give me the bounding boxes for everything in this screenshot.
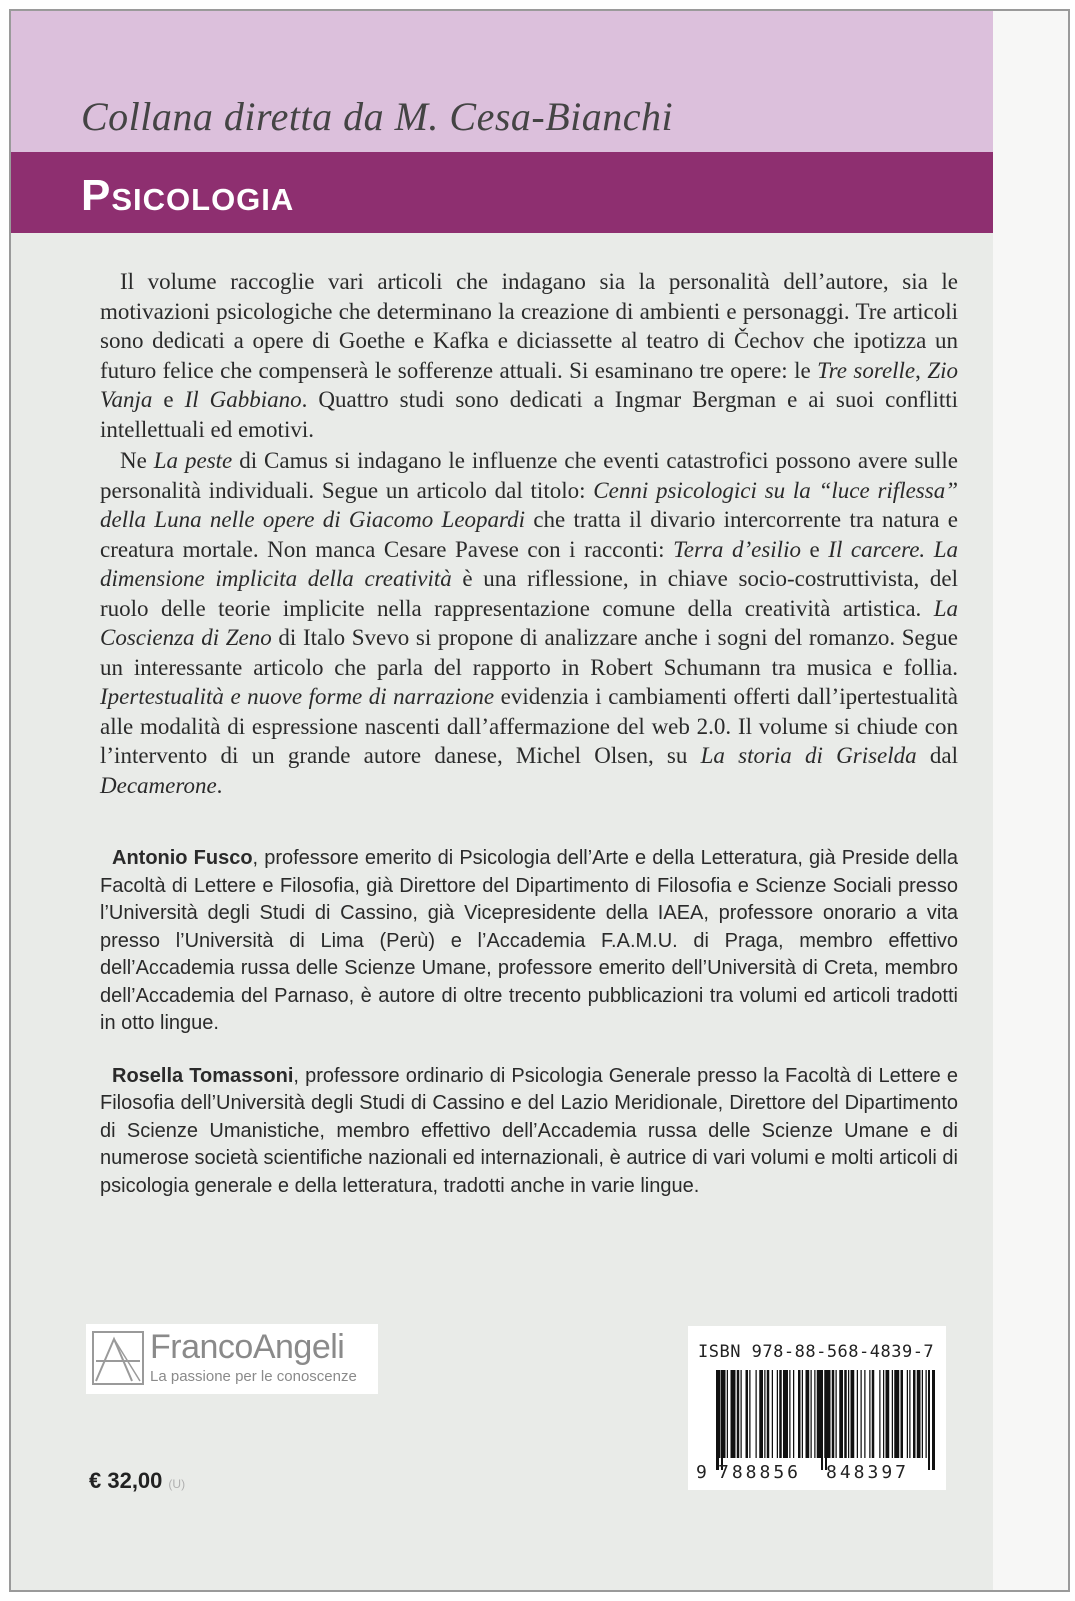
price xyxy=(89,1468,185,1494)
text-run: e xyxy=(800,536,829,562)
price-code: (U) xyxy=(168,1477,186,1491)
italic-title: Decamerone xyxy=(100,772,217,798)
italic-title: Tre sorelle xyxy=(817,357,916,383)
italic-title: La peste xyxy=(153,448,233,473)
text-run: evidenzia i cambiamenti offerti dall’ipertestualità alle modalità di espressione nascenti dall’affermazione del web 2.0. Il volume si chiude con l’intervento di un grande autore danese, Michel Olsen, su xyxy=(100,684,958,768)
ean-right-digits: 848397 xyxy=(826,1462,910,1483)
text-run: di Italo Svevo si propone di analizzare anche i sogni del romanzo. Segue un interessante articolo che parla del rapporto in Robert Schumann tra musica e follia. xyxy=(100,625,958,680)
abstract-paragraph-1 xyxy=(100,267,958,444)
author-bios xyxy=(100,845,958,1200)
italic-title: La storia di Griselda xyxy=(700,743,917,768)
series-title: Psicologia xyxy=(81,171,295,220)
italic-title: Terra d’esilio xyxy=(673,536,801,562)
author-bio-1 xyxy=(100,845,958,1038)
book-abstract xyxy=(100,267,958,800)
text-run: Ne xyxy=(120,448,154,473)
author-bio-text: , professore ordinario di Psicologia Generale presso la Facoltà di Lettere e Filosofia dell’Università degli Studi di Cassino e del Lazio Meridionale, Direttore del Dipartimento di Scienze Umanistiche, membro effettivo dell’Accademia russa delle Scienze Umane e di numerose società scientifiche nazionali ed internazionali, è autrice di vari volumi e molti articoli di psicologia generale e della letteratura, tradotti anche in varie lingue. xyxy=(100,1064,958,1197)
abstract-paragraph-2 xyxy=(100,446,958,800)
text-run: , xyxy=(915,357,928,383)
book-back-cover xyxy=(11,11,993,1590)
price-amount: € 32,00 xyxy=(89,1468,163,1493)
francoangeli-logo-icon xyxy=(92,1331,144,1385)
publisher-name: FrancoAngeli xyxy=(150,1328,345,1366)
publisher-logo xyxy=(86,1324,378,1394)
text-run: di Camus si indagano le influenze che eventi catastrofici possono avere sulle personalità individuali. Segue un articolo dal titolo: xyxy=(100,448,958,503)
italic-title: Il carcere. La dimensione implicita della creatività xyxy=(100,536,959,591)
author-bio-text: , professore emerito di Psicologia dell’Arte e della Letteratura, già Preside della Facoltà di Lettere e Filosofia, già Direttore del Dipartimento di Filosofia e Scienze Sociali presso l’Università degli Studi di Cassino, già Vicepresidente della IAEA, professore onorario a vita presso l’Università di Lima (Perù) e l’Accademia F.A.M.U. di Praga, membro effettivo dell’Accademia russa delle Scienze Umane, professore emerito dell’Università di Creta, membro dell’Accademia del Parnaso, è autore di oltre trecento pubblicazioni tra volumi ed articoli tradotti in otto lingue. xyxy=(100,847,958,1034)
series-label: Collana diretta da M. Cesa-Bianchi xyxy=(81,94,674,139)
text-run: dal xyxy=(916,743,958,768)
publisher-tagline: La passione per le conoscenze xyxy=(150,1368,357,1385)
text-run: è una riflessione, in chiave socio-costruttivista, del ruolo delle teorie implicite nella rappresentazione comune della creatività artistica. xyxy=(100,566,958,621)
ean-first-digit: 9 xyxy=(696,1462,707,1483)
italic-title: Ipertestualità e nuove forme di narrazione xyxy=(100,684,495,709)
isbn-label: ISBN 978-88-568-4839-7 xyxy=(698,1342,935,1362)
italic-title: Il Gabbiano xyxy=(184,387,302,412)
text-run: . Quattro studi sono dedicati a Ingmar Bergman e ai suoi conflitti intellettuali ed emotivi. xyxy=(100,387,958,442)
italic-title: Cenni psicologici su la “luce riflessa” della Luna nelle opere di Giacomo Leopardi xyxy=(100,477,958,532)
barcode-box xyxy=(688,1326,946,1490)
text-run: che tratta il divario intercorrente tra natura e creatura mortale. Non manca Cesare Pavese con i racconti: xyxy=(100,507,958,562)
italic-title: Zio Vanja xyxy=(100,357,959,412)
ean-left-digits: 788856 xyxy=(718,1462,802,1483)
author-name: Rosella Tomassoni xyxy=(112,1064,294,1087)
author-bio-2 xyxy=(100,1063,958,1201)
author-name: Antonio Fusco xyxy=(112,847,253,869)
italic-title: La Coscienza di Zeno xyxy=(100,595,958,650)
text-run: Il volume raccoglie vari articoli che indagano sia la personalità dell’autore, sia le motivazioni psicologiche che determinano la creazione di ambienti e personaggi. Tre articoli sono dedicati a opere di Goethe e Kafka e diciassette al teatro di Čechov che ipotizza un futuro felice che compenserà le sofferenze attuali. Si esaminano tre opere: le xyxy=(100,269,958,383)
text-run: . xyxy=(216,772,223,798)
text-run: e xyxy=(152,387,185,412)
